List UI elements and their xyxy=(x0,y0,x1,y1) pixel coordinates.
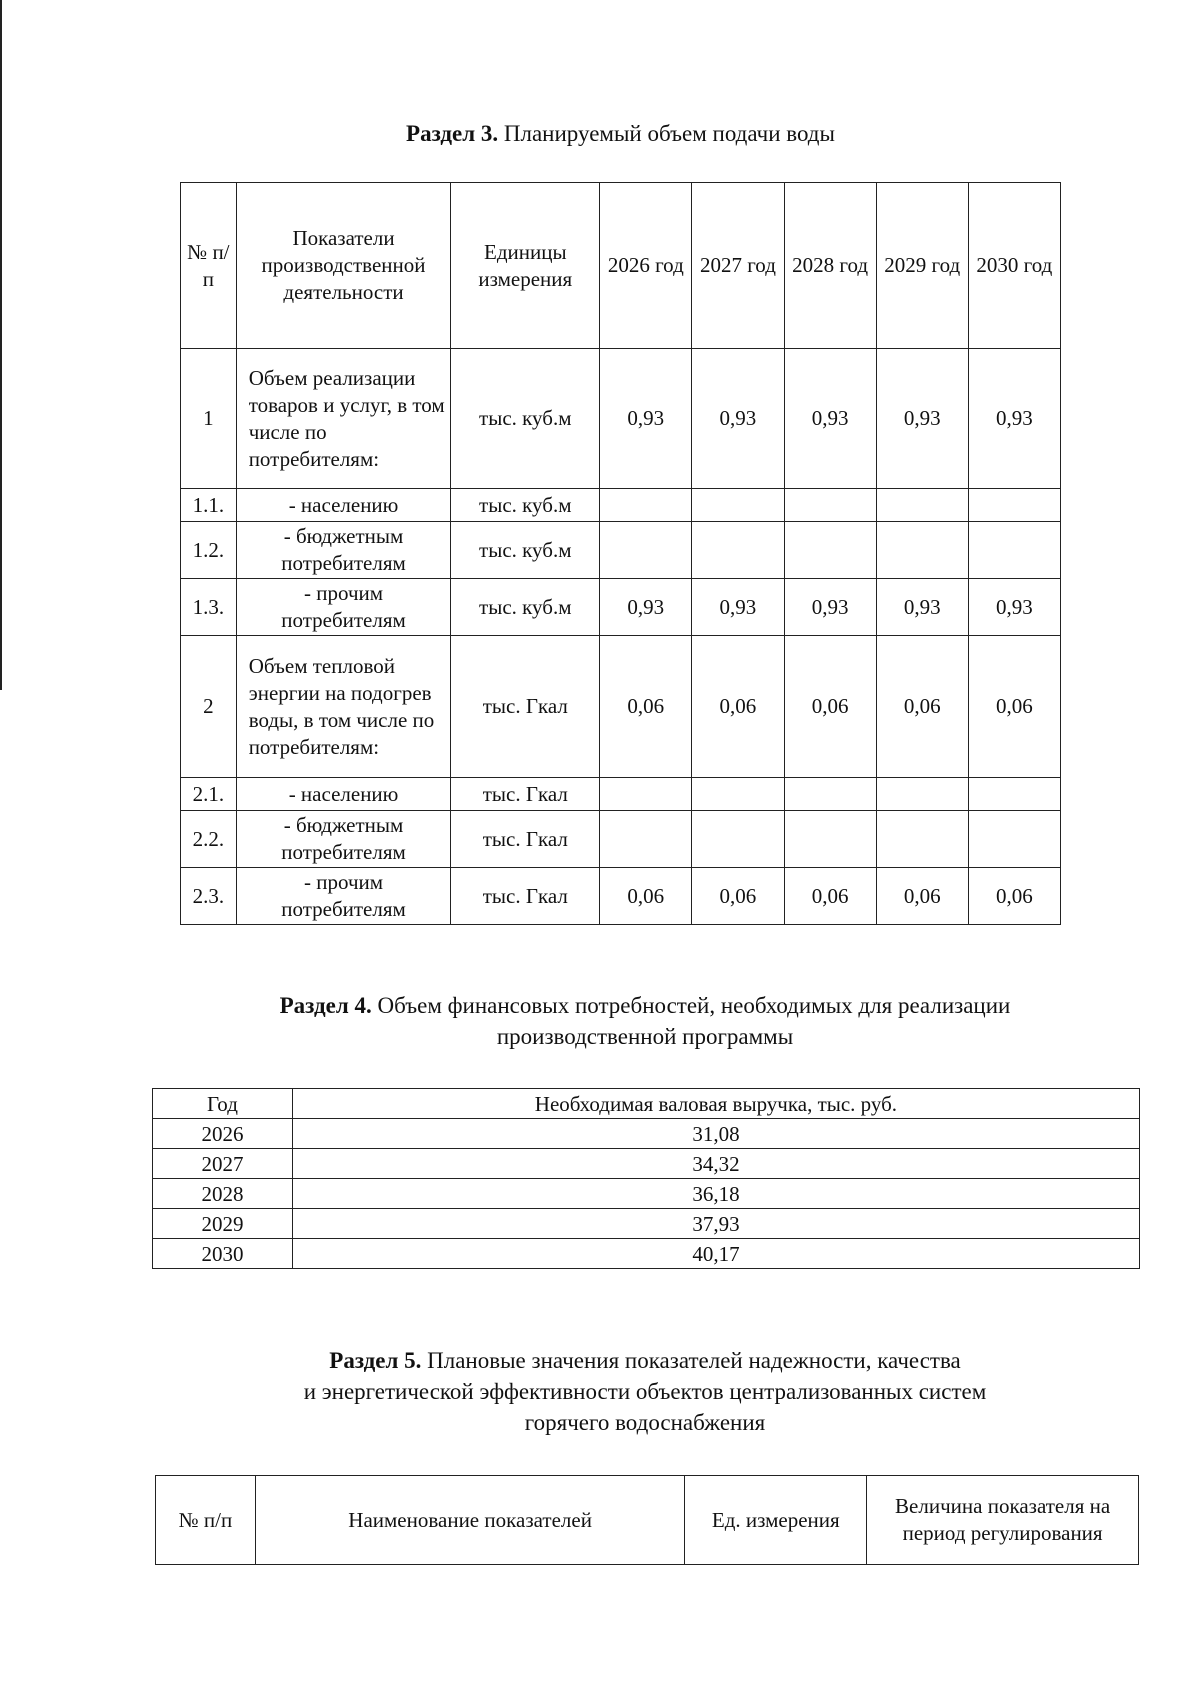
section5-table xyxy=(155,1475,1139,1565)
row-num: 2.2. xyxy=(181,811,237,868)
row-unit: тыс. Гкал xyxy=(451,636,600,778)
section5-heading xyxy=(150,1345,1140,1438)
table-row xyxy=(181,811,1061,868)
row-value: 0,06 xyxy=(692,868,784,925)
table-header-row xyxy=(181,183,1061,349)
row-num: 2.3. xyxy=(181,868,237,925)
table-row xyxy=(181,868,1061,925)
row-value: 0,06 xyxy=(968,636,1060,778)
row-value: 0,06 xyxy=(784,868,876,925)
table-row xyxy=(181,636,1061,778)
row-num: 2.1. xyxy=(181,778,237,811)
row-unit: тыс. Гкал xyxy=(451,778,600,811)
row-value: 0,06 xyxy=(876,868,968,925)
row-value: 0,06 xyxy=(600,636,692,778)
table-row xyxy=(181,778,1061,811)
row-value xyxy=(692,778,784,811)
table-row xyxy=(153,1239,1140,1269)
table-row xyxy=(181,489,1061,522)
row-num: 1.2. xyxy=(181,522,237,579)
row-value: 0,93 xyxy=(968,579,1060,636)
row-unit: тыс. куб.м xyxy=(451,579,600,636)
row-year: 2027 xyxy=(153,1149,293,1179)
row-value: 0,93 xyxy=(876,579,968,636)
row-value xyxy=(784,811,876,868)
section3-title: Планируемый объем подачи воды xyxy=(503,121,835,146)
row-name: - прочим потребителям xyxy=(236,868,451,925)
row-value xyxy=(600,778,692,811)
header-value: Величина показателя на период регулирования xyxy=(867,1476,1139,1565)
section5-title-line3: горячего водоснабжения xyxy=(524,1410,766,1435)
row-unit: тыс. куб.м xyxy=(451,349,600,489)
row-value xyxy=(968,811,1060,868)
header-unit: Единицы измерения xyxy=(451,183,600,349)
row-year: 2028 xyxy=(153,1179,293,1209)
row-value: 0,06 xyxy=(784,636,876,778)
row-value xyxy=(692,489,784,522)
row-num: 1.3. xyxy=(181,579,237,636)
header-2030: 2030 год xyxy=(968,183,1060,349)
row-year: 2026 xyxy=(153,1119,293,1149)
row-value: 0,93 xyxy=(784,579,876,636)
row-name: - прочим потребителям xyxy=(236,579,451,636)
header-num: № п/п xyxy=(181,183,237,349)
row-unit: тыс. Гкал xyxy=(451,811,600,868)
row-name: - бюджетным потребителям xyxy=(236,811,451,868)
header-2026: 2026 год xyxy=(600,183,692,349)
header-indicator: Показатели производственной деятельности xyxy=(236,183,451,349)
table-row xyxy=(153,1209,1140,1239)
section5-label: Раздел 5. xyxy=(329,1348,422,1373)
row-name: Объем реализации товаров и услуг, в том числе по потребителям: xyxy=(236,349,451,489)
row-value xyxy=(968,522,1060,579)
row-revenue: 34,32 xyxy=(292,1149,1139,1179)
row-value: 0,06 xyxy=(600,868,692,925)
table-row xyxy=(153,1119,1140,1149)
row-revenue: 31,08 xyxy=(292,1119,1139,1149)
row-year: 2029 xyxy=(153,1209,293,1239)
row-value xyxy=(784,489,876,522)
row-value: 0,06 xyxy=(692,636,784,778)
row-value xyxy=(600,522,692,579)
row-unit: тыс. Гкал xyxy=(451,868,600,925)
header-2028: 2028 год xyxy=(784,183,876,349)
row-value: 0,93 xyxy=(600,579,692,636)
row-value xyxy=(600,489,692,522)
row-value: 0,93 xyxy=(600,349,692,489)
header-2029: 2029 год xyxy=(876,183,968,349)
section4-title-line1: Объем финансовых потребностей, необходимых для реализации xyxy=(377,993,1011,1018)
header-2027: 2027 год xyxy=(692,183,784,349)
header-unit: Ед. измерения xyxy=(685,1476,867,1565)
row-value: 0,06 xyxy=(968,868,1060,925)
table-header-row xyxy=(153,1089,1140,1119)
row-value: 0,93 xyxy=(784,349,876,489)
row-num: 1 xyxy=(181,349,237,489)
row-year: 2030 xyxy=(153,1239,293,1269)
row-value xyxy=(968,489,1060,522)
row-num: 1.1. xyxy=(181,489,237,522)
row-value xyxy=(784,778,876,811)
row-value xyxy=(876,778,968,811)
row-value: 0,93 xyxy=(692,349,784,489)
row-value xyxy=(876,489,968,522)
section4-heading xyxy=(150,990,1140,1052)
section5-title-line2: и энергетической эффективности объектов централизованных систем xyxy=(303,1379,987,1404)
section4-title-line2: производственной программы xyxy=(496,1024,794,1049)
header-year: Год xyxy=(153,1089,293,1119)
header-revenue: Необходимая валовая выручка, тыс. руб. xyxy=(292,1089,1139,1119)
table-row xyxy=(153,1179,1140,1209)
row-value: 0,93 xyxy=(876,349,968,489)
row-revenue: 40,17 xyxy=(292,1239,1139,1269)
row-value xyxy=(600,811,692,868)
section3-table xyxy=(180,182,1061,925)
row-value: 0,93 xyxy=(968,349,1060,489)
section4-label: Раздел 4. xyxy=(279,993,372,1018)
section4-table xyxy=(152,1088,1140,1269)
row-value xyxy=(968,778,1060,811)
row-name: Объем тепловой энергии на подогрев воды, в том числе по потребителям: xyxy=(236,636,451,778)
table-row xyxy=(181,579,1061,636)
table-row xyxy=(181,522,1061,579)
row-value xyxy=(692,811,784,868)
row-name: - населению xyxy=(236,489,451,522)
header-indicator-name: Наименование показателей xyxy=(255,1476,684,1565)
header-num: № п/п xyxy=(156,1476,256,1565)
row-num: 2 xyxy=(181,636,237,778)
table-row xyxy=(181,349,1061,489)
row-revenue: 37,93 xyxy=(292,1209,1139,1239)
row-unit: тыс. куб.м xyxy=(451,522,600,579)
section5-title-line1: Плановые значения показателей надежности, качества xyxy=(427,1348,961,1373)
row-value xyxy=(784,522,876,579)
row-unit: тыс. куб.м xyxy=(451,489,600,522)
row-name: - населению xyxy=(236,778,451,811)
scan-edge-line xyxy=(0,0,2,690)
row-value: 0,06 xyxy=(876,636,968,778)
table-header-row xyxy=(156,1476,1139,1565)
row-value: 0,93 xyxy=(692,579,784,636)
section3-heading xyxy=(180,118,1061,149)
row-name: - бюджетным потребителям xyxy=(236,522,451,579)
table-row xyxy=(153,1149,1140,1179)
row-revenue: 36,18 xyxy=(292,1179,1139,1209)
row-value xyxy=(876,522,968,579)
section3-label: Раздел 3. xyxy=(406,121,499,146)
row-value xyxy=(692,522,784,579)
row-value xyxy=(876,811,968,868)
